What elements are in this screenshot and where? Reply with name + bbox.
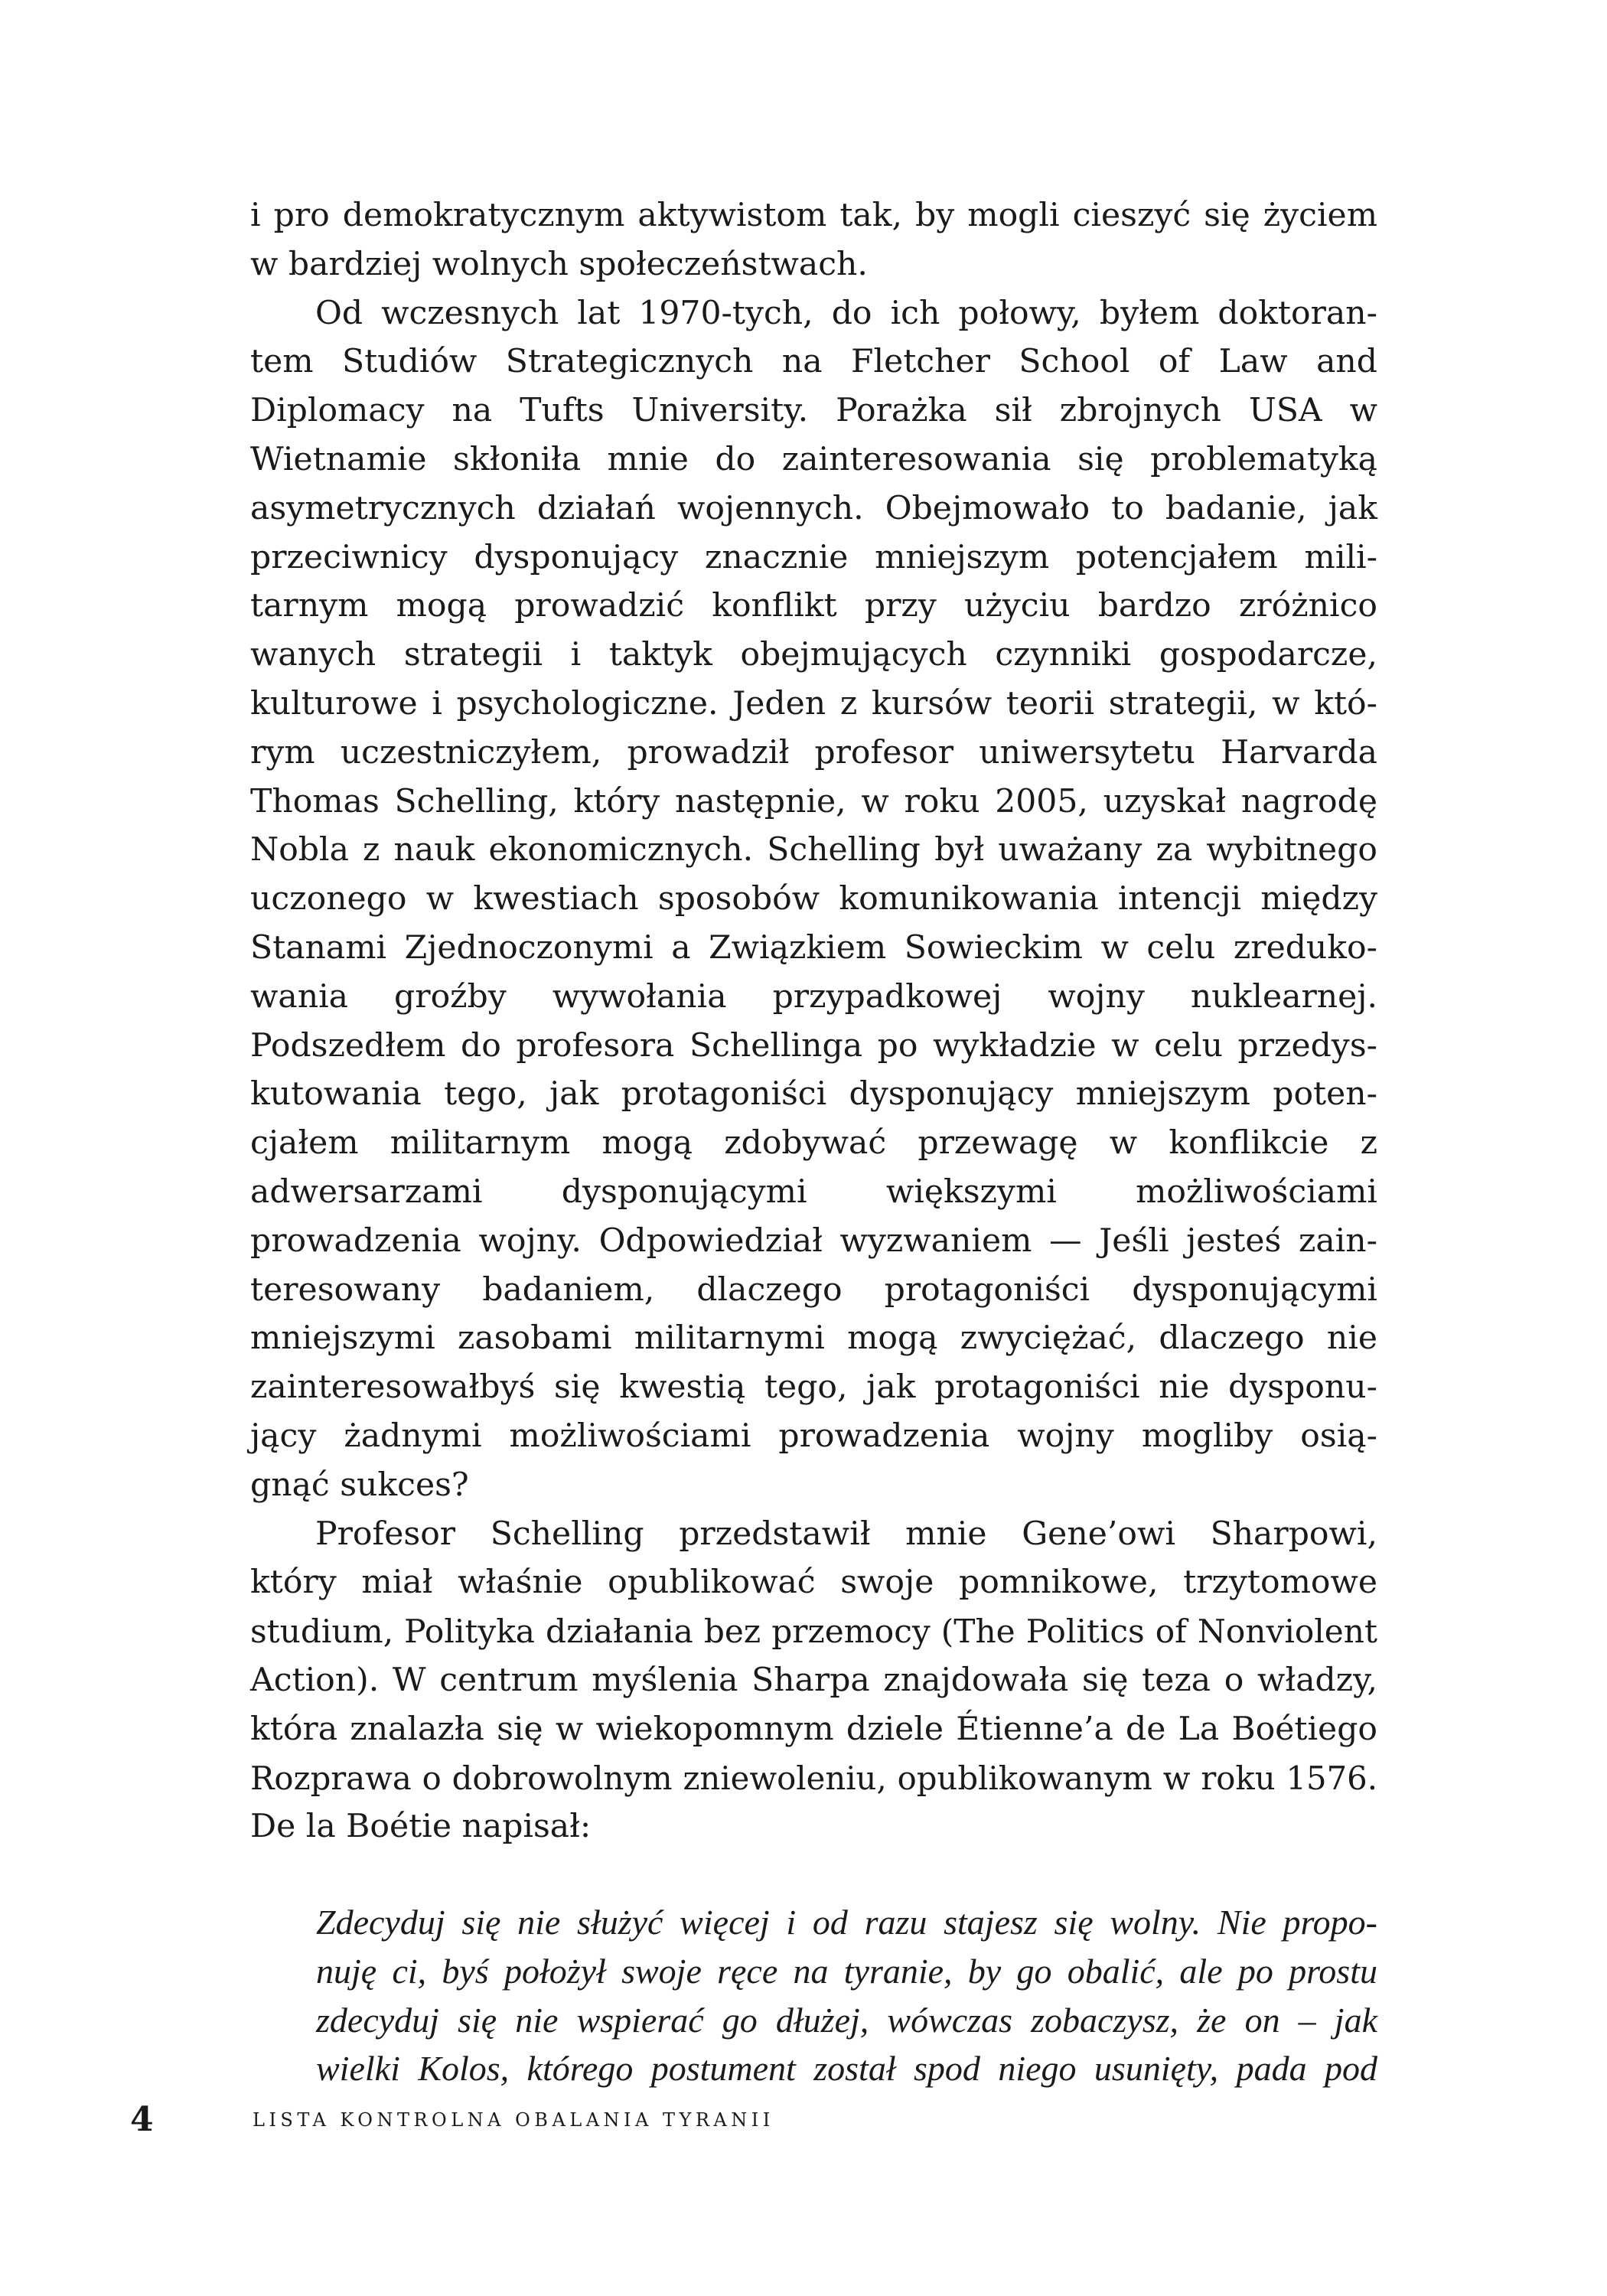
text-line: Stanami Zjednoczonymi a Związkiem Sowieckim w celu zreduko- xyxy=(250,928,1377,967)
quote-line: wielki Kolos, którego postument został spod niego usunięty, pada pod xyxy=(316,2049,1377,2089)
text-line: rym uczestniczyłem, prowadził profesor uniwersytetu Harvarda xyxy=(250,733,1377,771)
page-footer xyxy=(130,2097,1278,2143)
text-line: kutowania tego, jak protagoniści dysponujący mniejszym poten- xyxy=(250,1075,1377,1114)
text-line: studium, Polityka działania bez przemocy (The Politics of Nonviolent xyxy=(250,1613,1377,1651)
page-number: 4 xyxy=(130,2100,154,2139)
text-line: Nobla z nauk ekonomicznych. Schelling był uważany za wybitnego xyxy=(250,831,1377,869)
quote-line: zdecyduj się nie wspierać go dłużej, wówczas zobaczysz, że on – jak xyxy=(316,2000,1377,2040)
text-line: prowadzenia wojny. Odpowiedział wyzwaniem — Jeśli jesteś zain- xyxy=(250,1221,1377,1260)
text-line: kulturowe i psychologiczne. Jeden z kursów teorii strategii, w któ- xyxy=(250,684,1377,722)
text-line: gnąć sukces? xyxy=(250,1466,469,1504)
text-line: jący żadnymi możliwościami prowadzenia wojny mogliby osią- xyxy=(250,1417,1377,1455)
text-line: asymetrycznych działań wojennych. Obejmowało to badanie, jak xyxy=(250,489,1377,527)
text-line: która znalazła się w wiekopomnym dziele Étienne’a de La Boétiego xyxy=(250,1710,1377,1748)
text-line: Diplomacy na Tufts University. Porażka sił zbrojnych USA w xyxy=(250,392,1377,430)
text-line: zainteresowałbyś się kwestią tego, jak protagoniści nie dysponu- xyxy=(250,1368,1377,1407)
text-line: przeciwnicy dysponujący znacznie mniejszym potencjałem mili- xyxy=(250,538,1377,576)
text-line: Podszedłem do profesora Schellinga po wykładzie w celu przedys- xyxy=(250,1026,1377,1065)
text-line: mniejszymi zasobami militarnymi mogą zwyciężać, dlaczego nie xyxy=(250,1319,1377,1358)
quote-line: Zdecyduj się nie służyć więcej i od razu stajesz się wolny. Nie propo- xyxy=(316,1903,1377,1942)
text-line: wania groźby wywołania przypadkowej wojny nuklearnej. xyxy=(250,977,1377,1016)
text-line: teresowany badaniem, dlaczego protagoniści dysponującymi xyxy=(250,1270,1377,1309)
main-text xyxy=(250,191,1377,2093)
text-line: tarnym mogą prowadzić konflikt przy użyciu bardzo zróżnico xyxy=(250,587,1377,625)
text-line: i pro demokratycznym aktywistom tak, by mogli cieszyć się życiem xyxy=(250,197,1377,234)
text-line: Wietnamie skłoniła mnie do zainteresowania się problematyką xyxy=(250,440,1377,478)
quote-line: nuję ci, byś położył swoje ręce na tyranie, by go obalić, ale po prostu xyxy=(316,1951,1377,1991)
text-line: tem Studiów Strategicznych na Fletcher School of Law and xyxy=(250,343,1377,381)
text-line: w bardziej wolnych społeczeństwach. xyxy=(250,245,868,283)
text-line: Thomas Schelling, który następnie, w roku 2005, uzyskał nagrodę xyxy=(250,782,1377,820)
quote-spacer xyxy=(250,1851,1377,1898)
text-line: Od wczesnych lat 1970-tych, do ich połowy, byłem doktoran- xyxy=(250,294,1377,332)
text-line: wanych strategii i taktyk obejmujących czynniki gospodarcze, xyxy=(250,636,1377,674)
text-line: Action). W centrum myślenia Sharpa znajdowała się teza o władzy, xyxy=(250,1661,1377,1699)
text-line: adwersarzami dysponującymi większymi możliwościami xyxy=(250,1172,1377,1211)
text-line: który miał właśnie opublikować swoje pomnikowe, trzytomowe xyxy=(250,1564,1377,1602)
running-title: LISTA KONTROLNA OBALANIA TYRANII xyxy=(253,2109,774,2131)
text-line: Profesor Schelling przedstawił mnie Gene’owi Sharpowi, xyxy=(250,1515,1377,1553)
text-line: uczonego w kwestiach sposobów komunikowania intencji między xyxy=(250,880,1377,918)
text-line: Rozprawa o dobrowolnym zniewoleniu, opublikowanym w roku 1576. xyxy=(250,1759,1377,1797)
text-line: cjałem militarnym mogą zdobywać przewagę w konflikcie z xyxy=(250,1124,1377,1163)
text-line: De la Boétie napisał: xyxy=(250,1808,592,1846)
